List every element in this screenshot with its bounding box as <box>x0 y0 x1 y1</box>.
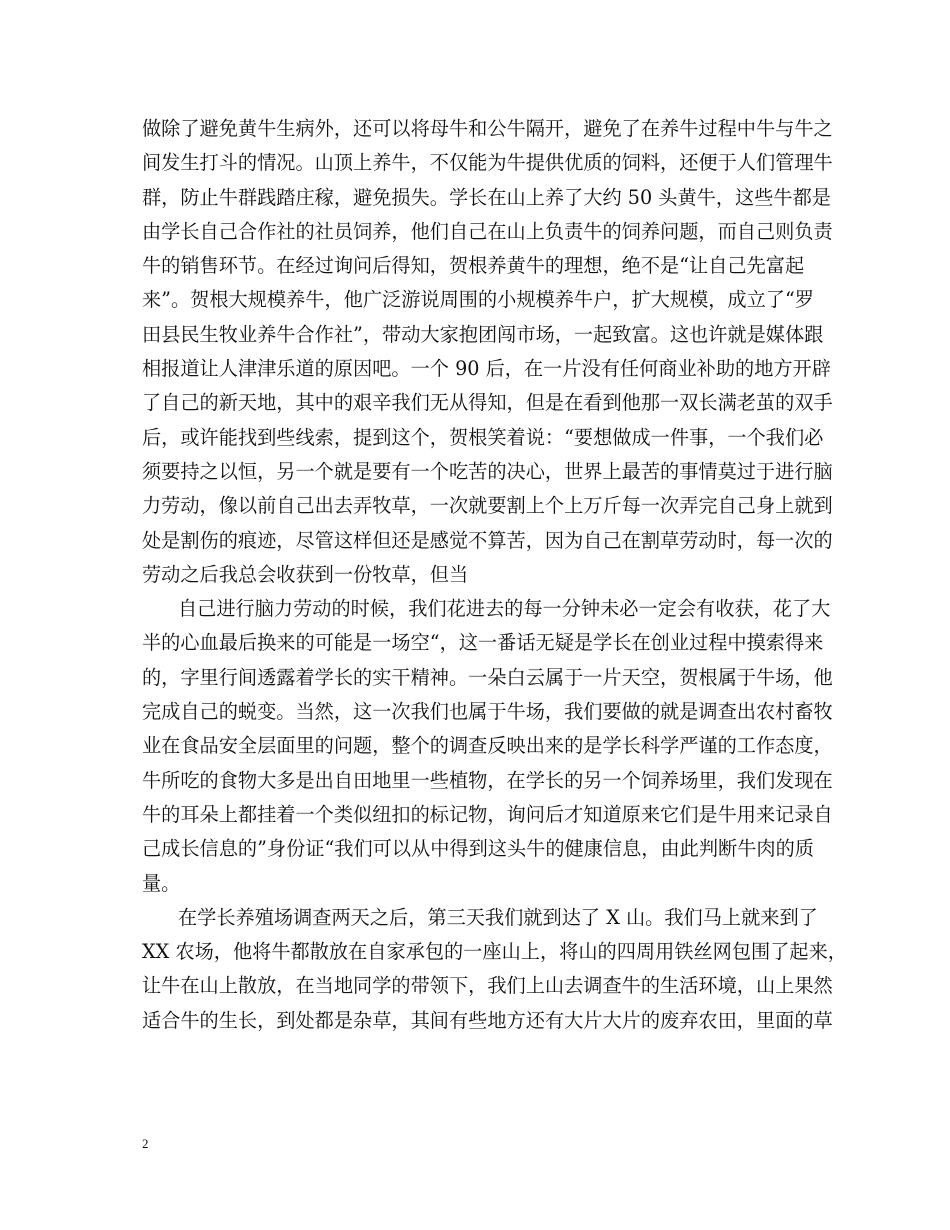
paragraph <box>142 112 832 592</box>
text-line: 间发生打斗的情况。山顶上养牛，不仅能为牛提供优质的饲料，还便于人们管理牛 <box>142 151 833 175</box>
text-line: 后，或许能找到些线索，提到这个，贺根笑着说：“要想做成一件事，一个我们必 <box>142 425 824 449</box>
text-line: 的，字里行间透露着学长的实干精神。一朵白云属于一片天空，贺根属于牛场，他 <box>142 665 833 689</box>
body-text <box>142 112 847 1038</box>
text-line: 相报道让人津津乐道的原因吧。一个 90 后，在一片没有任何商业补助的地方开辟 <box>142 357 831 381</box>
text-line: 让牛在山上散放，在当地同学的带领下，我们上山去调查牛的生活环境，山上果然 <box>142 974 833 998</box>
text-line: 牛的销售环节。在经过询问后得知，贺根养黄牛的理想，绝不是“让自己先富起 <box>142 254 805 278</box>
text-line: 处是割伤的痕迹，尽管这样但还是感觉不算苦，因为自己在割草劳动时，每一次的 <box>142 528 833 552</box>
text-line: 由学长自己合作社的社员饲养，他们自己在山上负责牛的饲养问题，而自己则负责 <box>142 219 833 243</box>
paragraph <box>142 592 832 901</box>
text-line: 适合牛的生长，到处都是杂草，其间有些地方还有大片大片的废弃农田，里面的草 <box>142 1008 833 1032</box>
text-line: 来”。贺根大规模养牛，他广泛游说周围的小规模养牛户，扩大规模，成立了“罗 <box>142 288 814 312</box>
text-line: 自己进行脑力劳动的时候，我们花进去的每一分钟未必一定会有收获，花了大 <box>178 597 831 621</box>
text-line: 己成长信息的”身份证“我们可以从中得到这头牛的健康信息，由此判断牛肉的质 <box>142 837 814 861</box>
paragraph <box>142 901 847 1038</box>
text-line: XX 农场，他将牛都散放在自家承包的一座山上，将山的四周用铁丝网包围了起来， <box>142 940 847 964</box>
text-line: 牛所吃的食物大多是出自田地里一些植物，在学长的另一个饲养场里，我们发现在 <box>142 768 833 792</box>
text-line: 量。 <box>142 871 181 895</box>
text-line: 了自己的新天地，其中的艰辛我们无从得知，但是在看到他那一双长满老茧的双手 <box>142 391 833 415</box>
text-line: 做除了避免黄牛生病外，还可以将母牛和公牛隔开，避免了在养牛过程中牛与牛之 <box>142 117 833 140</box>
text-line: 田县民生牧业养牛合作社”，带动大家抱团闯市场，一起致富。这也许就是媒体跟 <box>142 322 824 346</box>
text-line: 业在食品安全层面里的问题，整个的调查反映出来的是学长科学严谨的工作态度， <box>142 734 833 758</box>
text-line: 在学长养殖场调查两天之后，第三天我们就到达了 X 山。我们马上就来到了 <box>178 905 818 929</box>
text-line: 群，防止牛群践踏庄稼，避免损失。学长在山上养了大约 50 头黄牛，这些牛都是 <box>142 185 831 209</box>
page-number: 2 <box>142 1136 149 1151</box>
text-line: 须要持之以恒，另一个就是要有一个吃苦的决心，世界上最苦的事情莫过于进行脑 <box>142 459 833 483</box>
text-line: 劳动之后我总会收获到一份牧草，但当 <box>142 562 469 586</box>
text-line: 半的心血最后换来的可能是一场空“，这一番话无疑是学长在创业过程中摸索得来 <box>142 631 824 655</box>
text-line: 完成自己的蜕变。当然，这一次我们也属于牛场，我们要做的就是调查出农村畜牧 <box>142 700 833 724</box>
text-line: 力劳动，像以前自己出去弄牧草，一次就要割上个上万斤每一次弄完自己身上就到 <box>142 494 833 518</box>
text-line: 牛的耳朵上都挂着一个类似纽扣的标记物，询问后才知道原来它们是牛用来记录自 <box>142 802 833 826</box>
